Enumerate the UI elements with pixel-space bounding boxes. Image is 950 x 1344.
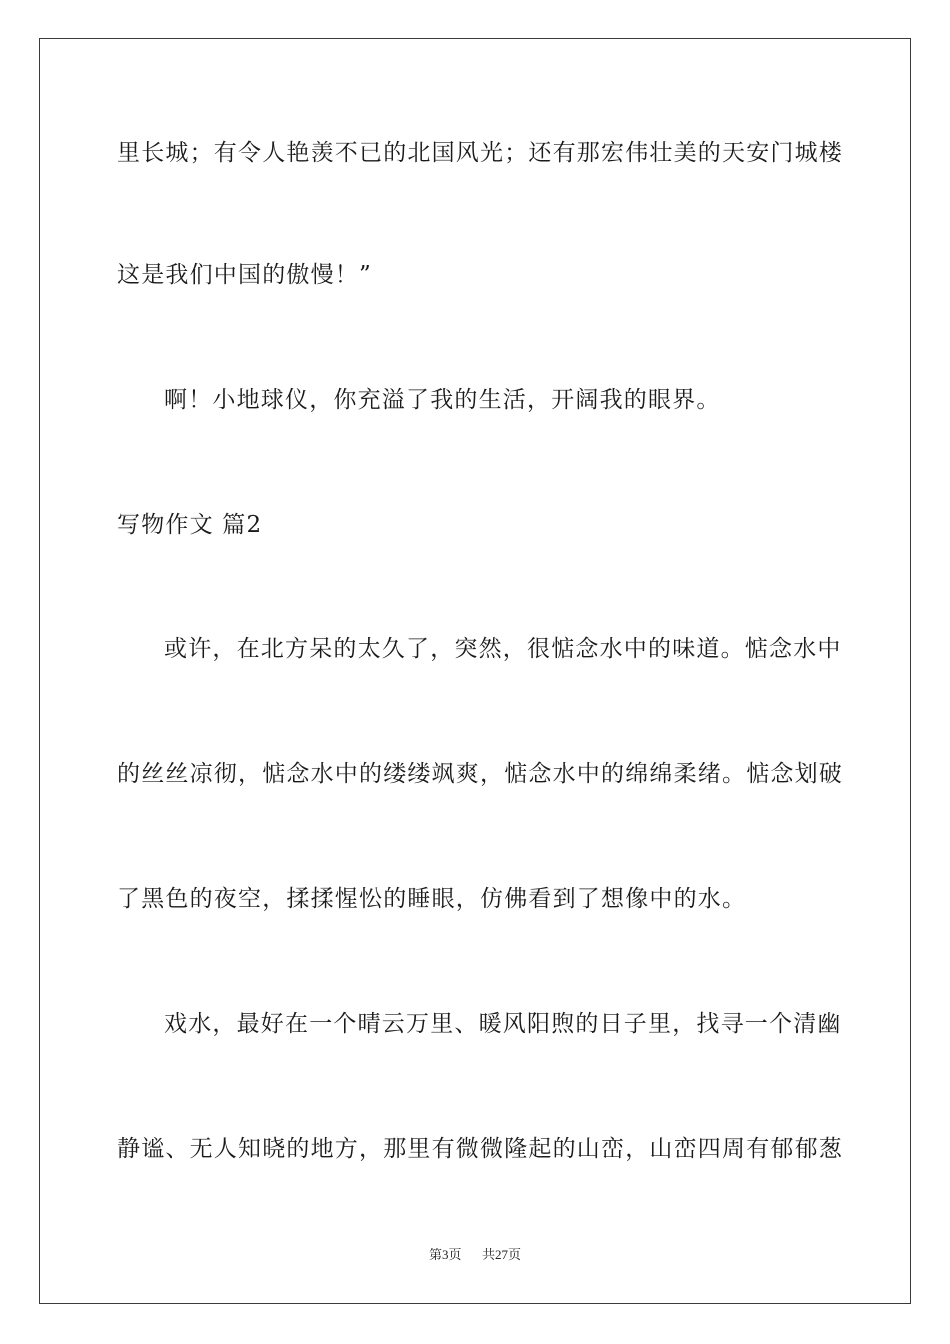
section-heading: 写物作文 篇2: [117, 512, 263, 538]
paragraph-line: 了黑色的夜空，揉揉惺忪的睡眼，仿佛看到了想像中的水。: [117, 886, 747, 912]
page-number: 第3页: [428, 1247, 462, 1262]
page-border: [39, 38, 911, 1304]
page-footer: [0, 1246, 950, 1264]
paragraph-line: 静谧、无人知晓的地方，那里有微微隆起的山峦，山峦四周有郁郁葱: [117, 1136, 843, 1162]
paragraph-line: 的丝丝凉彻，惦念水中的缕缕飒爽，惦念水中的绵绵柔绪。惦念划破: [117, 761, 843, 787]
page-total: 共27页: [482, 1247, 522, 1262]
paragraph-line: 这是我们中国的傲慢！”: [117, 262, 372, 288]
paragraph-line: 或许，在北方呆的太久了，突然，很惦念水中的味道。惦念水中: [164, 636, 842, 662]
paragraph-line: 里长城；有令人艳羡不已的北国风光；还有那宏伟壮美的天安门城楼: [117, 140, 843, 166]
paragraph-line: 戏水，最好在一个晴云万里、暖风阳煦的日子里，找寻一个清幽: [164, 1011, 842, 1037]
paragraph-line: 啊！小地球仪，你充溢了我的生活，开阔我的眼界。: [164, 387, 721, 413]
